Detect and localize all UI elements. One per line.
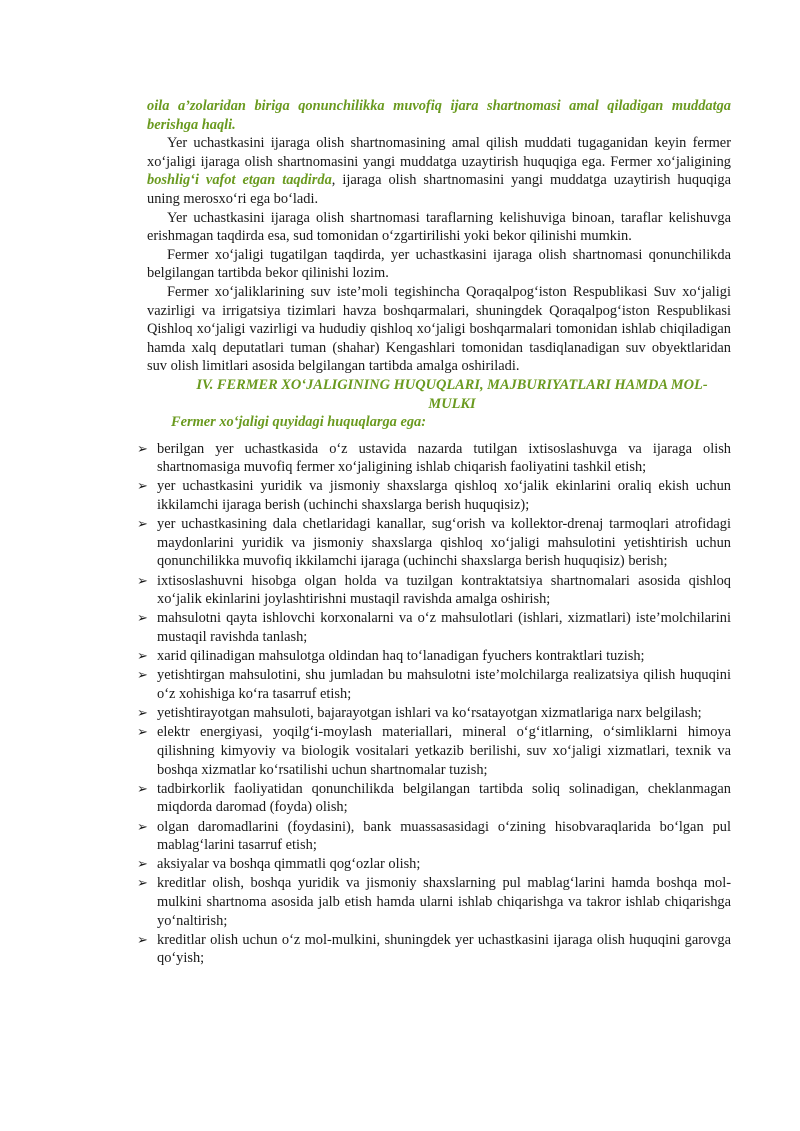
list-item (137, 647, 731, 666)
list-item (137, 818, 731, 855)
list-item-text: berilgan yer uchastkasida o‘z ustavida nazarda tutilgan ixtisoslashuvga va ijaraga olish shartnomasiga muvofiq fermer xo‘jaligining ishlab chiqarish faoliyatini tashkil etish; (157, 440, 731, 476)
list-item-text: tadbirkorlik faoliyatidan qonunchilikda belgilangan tartibda soliq solinadigan, cheklanmagan miqdorda daromad (foyda) olish; (157, 780, 731, 816)
list-item (137, 874, 731, 930)
paragraph-water-usage: Fermer xo‘jaliklarining suv iste’moli tegishincha Qoraqalpog‘iston Respublikasi Suv xo‘jaligi vazirligi va irrigatsiya tizimlari havza boshqarmalari, shuningdek Qoraqalpog‘iston Respublikasi Qishloq xo‘jaligi vazirligi va hududiy qishloq xo‘jaligi boshqarmalari tomonidan ishlab chiqiladigan hamda xalq deputatlari tuman (shahar) Kengashlari tomonidan tasdiqlanadigan suv obyektlaridan suv olish limitlari asosida belgilangan tartibda amalga oshiriladi. (147, 283, 731, 375)
paragraph-lease-change: Yer uchastkasini ijaraga olish shartnomasi taraflarning kelishuviga binoan, taraflar kelishuvga erishmagan taqdirda esa, sud tomonidan o‘zgartirilishi yoki bekor qilinishi mumkin. (147, 209, 731, 245)
list-item (137, 515, 731, 571)
intro-text: oila a’zolaridan biriga qonunchilikka muvofiq ijara shartnomasi amal qiladigan muddatga berishga haqli. (147, 98, 731, 133)
list-item (137, 780, 731, 817)
arrow-bullet-icon: ➢ (137, 667, 148, 683)
arrow-bullet-icon: ➢ (137, 724, 148, 740)
list-item-text: yer uchastkasini yuridik va jismoniy shaxslarga qishloq xo‘jalik ekinlarini oraliq ekish uchun ikkilamchi ijaraga berish (uchinchi shaxslarga berish huquqisiz); (157, 478, 731, 514)
paragraph-text: Yer uchastkasini ijaraga olish shartnomasining amal qilish muddati tugaganidan keyin fermer xo‘jaligi ijaraga olish shartnomasini yangi muddatga uzaytirish huquqiga ega. Fermer xo‘jaligining (147, 135, 731, 170)
list-item (137, 723, 731, 779)
arrow-bullet-icon: ➢ (137, 440, 148, 456)
list-item-text: olgan daromadlarini (foydasini), bank muassasasidagi o‘zining hisobvaraqlarida bo‘lgan pul mablag‘larini tasarruf etish; (157, 818, 731, 854)
list-item-text: yetishtirayotgan mahsuloti, bajarayotgan ishlari va ko‘rsatayotgan xizmatlariga narx belgilash; (157, 705, 702, 722)
list-item (137, 572, 731, 609)
list-item (137, 477, 731, 514)
list-item (137, 704, 731, 723)
document-page (137, 97, 731, 969)
section-heading: IV. FERMER XO‘JALIGINING HUQUQLARI, MAJBURIYATLARI HAMDA MOL-MULKI (196, 376, 708, 412)
list-item (137, 609, 731, 646)
list-item-text: yer uchastkasining dala chetlaridagi kanallar, sug‘orish va kollektor-drenaj tarmoqlari atrofidagi maydonlarini yuridik va jismoniy shaxslarga qishloq xo‘jaligi mahsulotini yetishtirish uchun qonunchilikka muvofiq ikkilamchi ijaraga (uchinchi shaxslarga berish huquqisiz) berish; (157, 516, 731, 570)
arrow-bullet-icon: ➢ (137, 705, 148, 721)
list-item (137, 440, 731, 477)
rights-heading: Fermer xo‘jaligi quyidagi huquqlarga ega: (171, 414, 427, 431)
arrow-bullet-icon: ➢ (137, 818, 148, 834)
arrow-bullet-icon: ➢ (137, 856, 148, 872)
list-item (137, 855, 731, 874)
arrow-bullet-icon: ➢ (137, 780, 148, 796)
arrow-bullet-icon: ➢ (137, 648, 148, 664)
paragraph-farm-liquidation: Fermer xo‘jaligi tugatilgan taqdirda, yer uchastkasini ijaraga olish shartnomasi qonunchilikda belgilangan tartibda bekor qilinishi lozim. (147, 246, 731, 282)
list-item (137, 666, 731, 703)
paragraph-text: , ijaraga olish shartnomasini yangi muddatga uzaytirish huquqiga uning merosxo‘ri ega bo‘ladi. (147, 172, 731, 207)
list-item-text: aksiyalar va boshqa qimmatli qog‘ozlar olish; (157, 856, 421, 873)
list-item-text: kreditlar olish uchun o‘z mol-mulkini, shuningdek yer uchastkasini ijaraga olish huquqini garovga qo‘yish; (157, 931, 731, 967)
list-item-text: elektr energiyasi, yoqilg‘i-moylash materiallari, mineral o‘g‘itlarning, o‘simliklarni himoya qilishning kimyoviy va biologik vositalari yetkazib berilishi, suv xo‘jaligi xizmatlari, texnik va boshqa xizmatlar ko‘rsatilishi uchun shartnomalar tuzish; (157, 724, 731, 778)
list-item-text: kreditlar olish, boshqa yuridik va jismoniy shaxslarning pul mablag‘larini hamda boshqa mol-mulkini shartnoma asosida jalb etish hamda ularni ishlab chiqarishga va takror ishlab chiqarishga yo‘naltirish; (157, 875, 731, 929)
list-item-text: ixtisoslashuvni hisobga olgan holda va tuzilgan kontraktatsiya shartnomalari asosida qishloq xo‘jalik ekinlarini joylashtirishni mustaqil ravishda amalga oshirish; (157, 572, 731, 608)
highlight-text: boshlig‘i vafot etgan taqdirda (147, 172, 332, 189)
list-item (137, 931, 731, 968)
paragraph-lease-extension (147, 134, 731, 208)
arrow-bullet-icon: ➢ (137, 478, 148, 494)
list-item-text: mahsulotni qayta ishlovchi korxonalarni va o‘z mahsulotlari (ishlari, xizmatlari) iste’molchilarini mustaqil ravishda tanlash; (157, 610, 731, 645)
list-item-text: xarid qilinadigan mahsulotga oldindan haq to‘lanadigan fyuchers kontraktlari tuzish; (157, 648, 645, 665)
arrow-bullet-icon: ➢ (137, 610, 148, 626)
list-item-text: yetishtirgan mahsulotini, shu jumladan bu mahsulotni iste’molchilarga realizatsiya qilish huquqini o‘z xohishiga ko‘ra tasarruf etish; (157, 667, 731, 702)
arrow-bullet-icon: ➢ (137, 572, 148, 588)
rights-list (137, 440, 731, 968)
arrow-bullet-icon: ➢ (137, 931, 148, 947)
arrow-bullet-icon: ➢ (137, 875, 148, 891)
arrow-bullet-icon: ➢ (137, 516, 148, 532)
